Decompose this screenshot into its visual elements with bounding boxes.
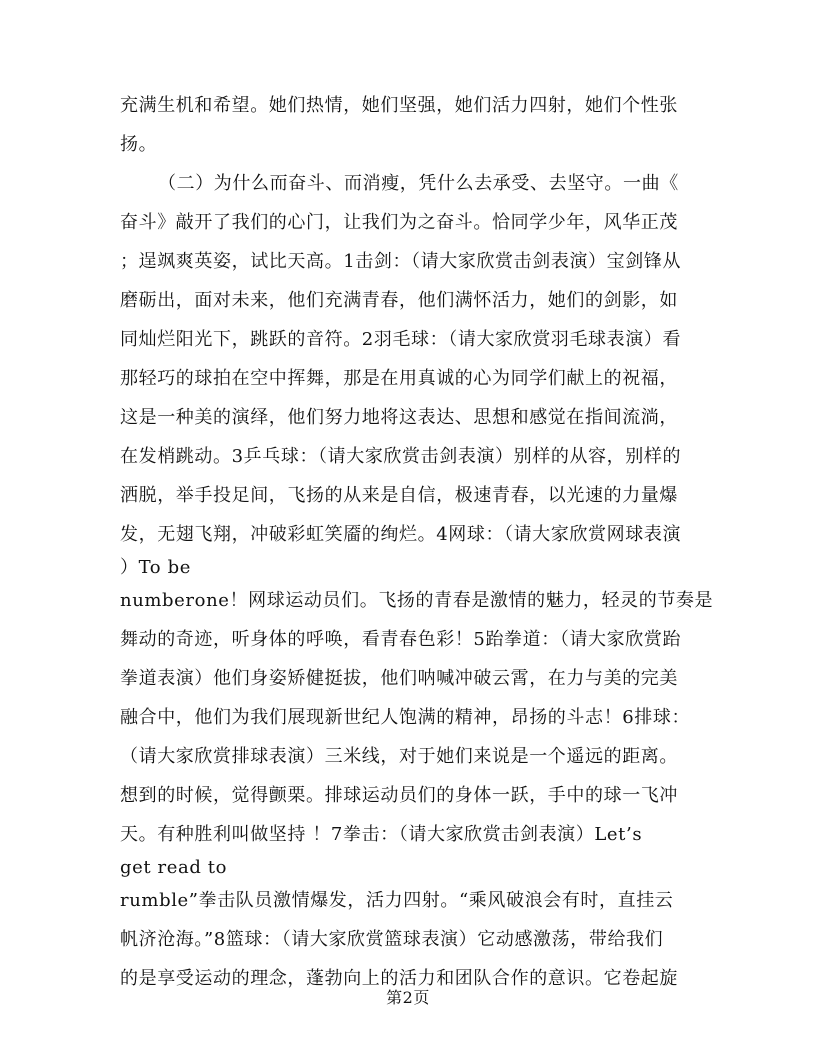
text-line: 舞动的奇迹，听身体的呼唤，看青春色彩！5跆拳道：（请大家欣赏跆 bbox=[120, 629, 682, 650]
text-line: 帆济沧海。”8篮球：（请大家欣赏篮球表演）它动感激荡，带给我们 bbox=[120, 929, 664, 950]
text-line: （请大家欣赏排球表演）三米线，对于她们来说是一个遥远的距离。 bbox=[120, 746, 678, 767]
text-line: 洒脱，举手投足间，飞扬的从来是自信，极速青春，以光速的力量爆 bbox=[120, 485, 678, 506]
text-line: get read to bbox=[120, 857, 228, 878]
text-line: 这是一种美的演绎，他们努力地将这表达、思想和感觉在指间流淌， bbox=[120, 407, 678, 428]
text-line: （二）为什么而奋斗、而消瘦，凭什么去承受、去坚守。一曲《 bbox=[158, 173, 679, 194]
text-line: rumble”拳击队员激情爆发，活力四射。“乘风破浪会有时，直挂云 bbox=[120, 890, 674, 911]
text-line: numberone！网球运动员们。飞扬的青春是激情的魅力，轻灵的节奏是 bbox=[120, 590, 714, 611]
text-line: 在发梢跳动。3乒乓球：（请大家欣赏击剑表演）别样的从容，别样的 bbox=[120, 446, 682, 467]
text-line: 想到的时候，觉得颤栗。排球运动员们的身体一跃，手中的球一飞冲 bbox=[120, 785, 678, 806]
text-line: 扬。 bbox=[120, 134, 158, 155]
text-line: 磨砺出，面对未来，他们充满青春，他们满怀活力，她们的剑影，如 bbox=[120, 290, 678, 311]
text-line: 拳道表演）他们身姿矫健挺拔，他们呐喊冲破云霄，在力与美的完美 bbox=[120, 668, 678, 689]
text-line: 奋斗》敲开了我们的心门，让我们为之奋斗。恰同学少年，风华正茂 bbox=[120, 212, 678, 233]
text-line: 同灿烂阳光下，跳跃的音符。2羽毛球：（请大家欣赏羽毛球表演）看 bbox=[120, 329, 682, 350]
page-number: 第2页 bbox=[386, 988, 430, 1007]
text-line: 的是享受运动的理念，蓬勃向上的活力和团队合作的意识。它卷起旋 bbox=[120, 968, 678, 989]
text-line: 天。有种胜利叫做坚持 ！7拳击：（请大家欣赏击剑表演）Let’s bbox=[120, 824, 643, 845]
text-line: 发，无翅飞翔，冲破彩虹笑靥的绚烂。4网球：（请大家欣赏网球表演 bbox=[120, 524, 682, 545]
text-line: 充满生机和希望。她们热情，她们坚强，她们活力四射，她们个性张 bbox=[120, 95, 678, 116]
text-line: ；逞飒爽英姿，试比天高。1击剑：（请大家欣赏击剑表演）宝剑锋从 bbox=[120, 251, 682, 272]
text-line: 那轻巧的球拍在空中挥舞，那是在用真诚的心为同学们献上的祝福， bbox=[120, 368, 678, 389]
text-line: 融合中，他们为我们展现新世纪人饱满的精神，昂扬的斗志！6排球： bbox=[120, 707, 691, 728]
text-line: ）To be bbox=[120, 557, 191, 578]
